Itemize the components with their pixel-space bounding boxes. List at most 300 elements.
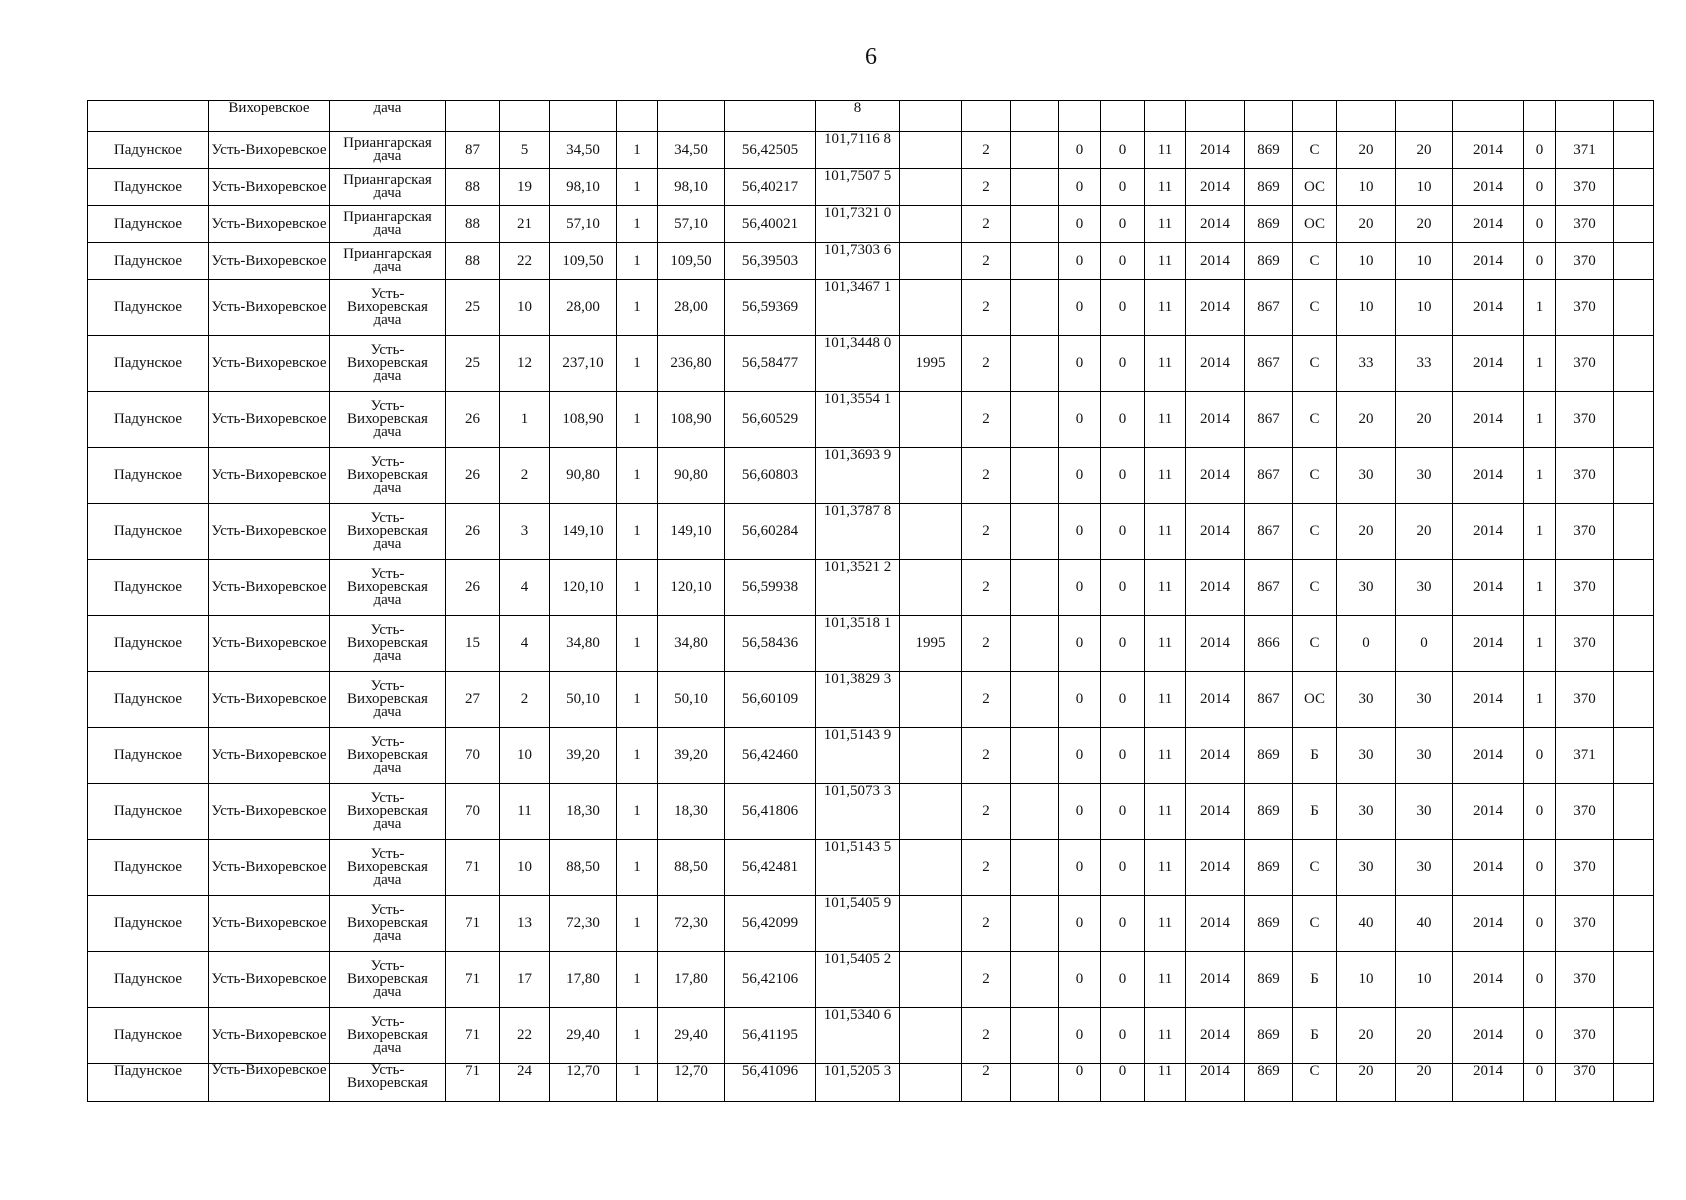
table-cell-empty	[1614, 896, 1654, 952]
cell-n: 1	[617, 1064, 658, 1102]
cell-district: Падунское	[88, 672, 209, 728]
table-cell-empty	[1614, 336, 1654, 392]
cell-n: 1	[617, 952, 658, 1008]
cell-c20: 20	[1337, 1008, 1396, 1064]
table-cell-empty	[1614, 504, 1654, 560]
cell-vydel: 4	[500, 616, 550, 672]
cell-n: 1	[617, 392, 658, 448]
cell-n: 1	[617, 169, 658, 206]
cell-c18: 867	[1245, 336, 1293, 392]
cell-c13	[1011, 392, 1059, 448]
cell-c19: ОС	[1293, 672, 1337, 728]
cell-district: Падунское	[88, 1064, 209, 1102]
cell-kvartal: 71	[446, 840, 500, 896]
cell-c15: 0	[1101, 392, 1145, 448]
cell-district: Падунское	[88, 1008, 209, 1064]
cell-c15: 0	[1101, 336, 1145, 392]
cell-c19: Б	[1293, 728, 1337, 784]
cell-kvartal: 71	[446, 1064, 500, 1102]
table-row	[88, 206, 1654, 243]
cell-c17: 2014	[1186, 728, 1245, 784]
cell-c18: 869	[1245, 840, 1293, 896]
table-cell-empty	[1614, 616, 1654, 672]
cell-kvartal: 88	[446, 243, 500, 280]
cell-district: Падунское	[88, 840, 209, 896]
cell-c13	[1011, 132, 1059, 169]
cell-c16: 11	[1145, 840, 1186, 896]
cell-c14: 0	[1059, 448, 1101, 504]
cell-c21: 30	[1396, 728, 1453, 784]
table-cell-empty	[1614, 206, 1654, 243]
cell-c19: Б	[1293, 1008, 1337, 1064]
cell-area2: 12,70	[658, 1064, 725, 1102]
cell-lat: 56,58477	[725, 336, 816, 392]
cell-c24: 370	[1556, 504, 1614, 560]
cell-c19: С	[1293, 840, 1337, 896]
cell-c24: 370	[1556, 560, 1614, 616]
cell-c17: 2014	[1186, 840, 1245, 896]
cell-c13	[1011, 728, 1059, 784]
cell-c20: 20	[1337, 132, 1396, 169]
cell-c16: 11	[1145, 336, 1186, 392]
cell-area: 28,00	[550, 280, 617, 336]
cell-c20: 30	[1337, 840, 1396, 896]
cell-area2: 18,30	[658, 784, 725, 840]
cell-forestry: Усть-Вихоревское	[209, 728, 330, 784]
cell-c14: 0	[1059, 280, 1101, 336]
table-row	[88, 504, 1654, 560]
cell-c16: 11	[1145, 616, 1186, 672]
cell-c20: 30	[1337, 672, 1396, 728]
cell-c19: С	[1293, 896, 1337, 952]
cell-lon: 101,5205 3	[816, 1064, 900, 1102]
cell-c13	[1011, 169, 1059, 206]
cell-c17: 2014	[1186, 132, 1245, 169]
table-cell	[900, 101, 962, 132]
cell-c20: 10	[1337, 169, 1396, 206]
cell-year	[900, 896, 962, 952]
table-cell	[658, 101, 725, 132]
cell-vydel: 4	[500, 560, 550, 616]
cell-c18: 869	[1245, 728, 1293, 784]
cell-vydel: 12	[500, 336, 550, 392]
table-row	[88, 169, 1654, 206]
cell-c12: 2	[962, 243, 1011, 280]
cell-c24: 370	[1556, 672, 1614, 728]
cell-c14: 0	[1059, 1008, 1101, 1064]
table-cell-empty	[1614, 392, 1654, 448]
cell-year	[900, 784, 962, 840]
cell-district: Падунское	[88, 243, 209, 280]
cell-c24: 370	[1556, 784, 1614, 840]
cell-year	[900, 243, 962, 280]
cell-c13	[1011, 1064, 1059, 1102]
cell-c22: 2014	[1453, 504, 1524, 560]
cell-c21: 30	[1396, 560, 1453, 616]
cell-c19: ОС	[1293, 206, 1337, 243]
cell-dacha: Усть-Вихоревская дача	[330, 448, 446, 504]
cell-c20: 10	[1337, 952, 1396, 1008]
cell-dacha: Приангарская дача	[330, 243, 446, 280]
cell-area2: 57,10	[658, 206, 725, 243]
cell-vydel: 10	[500, 728, 550, 784]
cell-dacha: Усть-Вихоревская дача	[330, 392, 446, 448]
cell-n: 1	[617, 448, 658, 504]
cell-c22: 2014	[1453, 952, 1524, 1008]
cell-lat: 56,41806	[725, 784, 816, 840]
cell-c15: 0	[1101, 896, 1145, 952]
cell-forestry: Усть-Вихоревское	[209, 896, 330, 952]
cell-kvartal: 25	[446, 336, 500, 392]
cell-area: 90,80	[550, 448, 617, 504]
table-cell	[550, 101, 617, 132]
cell-c19: С	[1293, 504, 1337, 560]
table-cell-empty	[1614, 243, 1654, 280]
cell-kvartal: 88	[446, 169, 500, 206]
cell-year	[900, 206, 962, 243]
cell-lat: 56,40217	[725, 169, 816, 206]
cell-year	[900, 169, 962, 206]
cell-dacha: Усть-Вихоревская дача	[330, 784, 446, 840]
cell-year	[900, 672, 962, 728]
cell-district: Падунское	[88, 896, 209, 952]
cell-c19: Б	[1293, 784, 1337, 840]
cell-n: 1	[617, 784, 658, 840]
cell-c24: 370	[1556, 616, 1614, 672]
cell-c18: 867	[1245, 672, 1293, 728]
cell-c16: 11	[1145, 280, 1186, 336]
cell-c19: С	[1293, 1064, 1337, 1102]
table-cell	[1145, 101, 1186, 132]
cell-c20: 20	[1337, 504, 1396, 560]
cell-lat: 56,60109	[725, 672, 816, 728]
cell-c17: 2014	[1186, 336, 1245, 392]
cell-lon: 101,7507 5	[816, 169, 900, 206]
cell-c13	[1011, 1008, 1059, 1064]
cell-forestry: Усть-Вихоревское	[209, 280, 330, 336]
table-row	[88, 896, 1654, 952]
cell-c23: 1	[1524, 336, 1556, 392]
cell-area2: 72,30	[658, 896, 725, 952]
cell-c23: 0	[1524, 243, 1556, 280]
cell-lat: 56,42481	[725, 840, 816, 896]
cell-lon: 101,3521 2	[816, 560, 900, 616]
cell-lon: 101,5405 2	[816, 952, 900, 1008]
table-cell	[446, 101, 500, 132]
cell-c22: 2014	[1453, 560, 1524, 616]
cell-area: 39,20	[550, 728, 617, 784]
cell-c21: 20	[1396, 392, 1453, 448]
cell-c17: 2014	[1186, 952, 1245, 1008]
cell-c14: 0	[1059, 169, 1101, 206]
cell-c24: 370	[1556, 1008, 1614, 1064]
cell-c22: 2014	[1453, 169, 1524, 206]
cell-n: 1	[617, 1008, 658, 1064]
cell-c22: 2014	[1453, 896, 1524, 952]
cell-c16: 11	[1145, 392, 1186, 448]
cell-area2: 108,90	[658, 392, 725, 448]
table-cell	[1059, 101, 1101, 132]
table-cell-empty	[1614, 1008, 1654, 1064]
cell-area2: 90,80	[658, 448, 725, 504]
cell-lat: 56,60284	[725, 504, 816, 560]
cell-area: 120,10	[550, 560, 617, 616]
cell-vydel: 3	[500, 504, 550, 560]
cell-c12: 2	[962, 952, 1011, 1008]
cell-n: 1	[617, 616, 658, 672]
cell-lon: 101,3554 1	[816, 392, 900, 448]
cell-vydel: 10	[500, 280, 550, 336]
cell-dacha: Приангарская дача	[330, 132, 446, 169]
cell-dacha: Приангарская дача	[330, 206, 446, 243]
cell-district: Падунское	[88, 392, 209, 448]
cell-n: 1	[617, 132, 658, 169]
cell-kvartal: 88	[446, 206, 500, 243]
cell-lon: 101,5143 9	[816, 728, 900, 784]
cell-c12: 2	[962, 896, 1011, 952]
cell-c24: 370	[1556, 243, 1614, 280]
cell-c13	[1011, 896, 1059, 952]
cell-c20: 30	[1337, 448, 1396, 504]
cell-lon: 101,7303 6	[816, 243, 900, 280]
table-cell: дача	[330, 101, 446, 132]
cell-c23: 0	[1524, 169, 1556, 206]
cell-district: Падунское	[88, 132, 209, 169]
cell-c22: 2014	[1453, 1064, 1524, 1102]
cell-vydel: 1	[500, 392, 550, 448]
cell-district: Падунское	[88, 560, 209, 616]
cell-c20: 0	[1337, 616, 1396, 672]
cell-forestry: Усть-Вихоревское	[209, 1064, 330, 1102]
cell-c14: 0	[1059, 784, 1101, 840]
cell-c12: 2	[962, 672, 1011, 728]
cell-area2: 34,80	[658, 616, 725, 672]
table-cell-empty	[1614, 728, 1654, 784]
cell-c16: 11	[1145, 132, 1186, 169]
table-row	[88, 784, 1654, 840]
table-cell	[1186, 101, 1245, 132]
cell-dacha: Усть-Вихоревская дача	[330, 504, 446, 560]
cell-c22: 2014	[1453, 784, 1524, 840]
cell-n: 1	[617, 728, 658, 784]
cell-district: Падунское	[88, 280, 209, 336]
cell-c13	[1011, 672, 1059, 728]
cell-area2: 34,50	[658, 132, 725, 169]
cell-area: 149,10	[550, 504, 617, 560]
table-row	[88, 560, 1654, 616]
cell-n: 1	[617, 672, 658, 728]
cell-c19: С	[1293, 243, 1337, 280]
cell-area: 98,10	[550, 169, 617, 206]
cell-c23: 1	[1524, 672, 1556, 728]
cell-c20: 33	[1337, 336, 1396, 392]
table-cell-empty	[1614, 169, 1654, 206]
cell-vydel: 22	[500, 243, 550, 280]
cell-area: 34,80	[550, 616, 617, 672]
cell-n: 1	[617, 243, 658, 280]
cell-dacha: Усть-Вихоревская дача	[330, 896, 446, 952]
cell-area2: 149,10	[658, 504, 725, 560]
cell-c17: 2014	[1186, 504, 1245, 560]
cell-c15: 0	[1101, 132, 1145, 169]
cell-c21: 10	[1396, 169, 1453, 206]
cell-lon: 101,3448 0	[816, 336, 900, 392]
cell-forestry: Усть-Вихоревское	[209, 952, 330, 1008]
table-cell-empty	[1614, 560, 1654, 616]
cell-c18: 869	[1245, 1008, 1293, 1064]
cell-c23: 0	[1524, 132, 1556, 169]
cell-year	[900, 132, 962, 169]
cell-area2: 109,50	[658, 243, 725, 280]
cell-c15: 0	[1101, 1064, 1145, 1102]
cell-c15: 0	[1101, 784, 1145, 840]
cell-c17: 2014	[1186, 616, 1245, 672]
cell-n: 1	[617, 896, 658, 952]
cell-c18: 867	[1245, 280, 1293, 336]
table-cell	[1337, 101, 1396, 132]
cell-c17: 2014	[1186, 392, 1245, 448]
cell-area: 18,30	[550, 784, 617, 840]
table-cell	[1101, 101, 1145, 132]
cell-c14: 0	[1059, 1064, 1101, 1102]
cell-c12: 2	[962, 728, 1011, 784]
cell-c14: 0	[1059, 616, 1101, 672]
cell-vydel: 24	[500, 1064, 550, 1102]
cell-area: 88,50	[550, 840, 617, 896]
cell-lon: 101,5405 9	[816, 896, 900, 952]
cell-c12: 2	[962, 392, 1011, 448]
cell-vydel: 17	[500, 952, 550, 1008]
cell-c18: 869	[1245, 132, 1293, 169]
cell-lon: 101,3467 1	[816, 280, 900, 336]
cell-c13	[1011, 336, 1059, 392]
table-cell-empty	[1614, 132, 1654, 169]
cell-c24: 370	[1556, 896, 1614, 952]
table-cell	[500, 101, 550, 132]
cell-n: 1	[617, 336, 658, 392]
table-cell	[1396, 101, 1453, 132]
table-row	[88, 1008, 1654, 1064]
cell-year	[900, 448, 962, 504]
cell-c22: 2014	[1453, 616, 1524, 672]
cell-forestry: Усть-Вихоревское	[209, 616, 330, 672]
cell-vydel: 21	[500, 206, 550, 243]
cell-c14: 0	[1059, 336, 1101, 392]
cell-lon: 101,3829 3	[816, 672, 900, 728]
page-number: 6	[865, 44, 877, 70]
cell-c17: 2014	[1186, 1064, 1245, 1102]
cell-c19: С	[1293, 132, 1337, 169]
cell-c16: 11	[1145, 896, 1186, 952]
cell-c24: 370	[1556, 1064, 1614, 1102]
cell-c22: 2014	[1453, 392, 1524, 448]
cell-c17: 2014	[1186, 206, 1245, 243]
table-row	[88, 840, 1654, 896]
cell-district: Падунское	[88, 952, 209, 1008]
cell-c24: 370	[1556, 840, 1614, 896]
cell-c21: 20	[1396, 1064, 1453, 1102]
cell-c20: 20	[1337, 1064, 1396, 1102]
table-row	[88, 132, 1654, 169]
cell-c16: 11	[1145, 728, 1186, 784]
cell-n: 1	[617, 560, 658, 616]
cell-c13	[1011, 952, 1059, 1008]
cell-kvartal: 70	[446, 728, 500, 784]
table-cell: 8	[816, 101, 900, 132]
table-cell	[617, 101, 658, 132]
cell-forestry: Усть-Вихоревское	[209, 132, 330, 169]
forest-data-table	[87, 100, 1654, 1102]
cell-year	[900, 728, 962, 784]
cell-c16: 11	[1145, 243, 1186, 280]
cell-c22: 2014	[1453, 336, 1524, 392]
cell-c21: 20	[1396, 1008, 1453, 1064]
cell-c16: 11	[1145, 504, 1186, 560]
cell-forestry: Усть-Вихоревское	[209, 784, 330, 840]
cell-lat: 56,58436	[725, 616, 816, 672]
cell-c12: 2	[962, 448, 1011, 504]
table-cell	[1011, 101, 1059, 132]
cell-c24: 370	[1556, 206, 1614, 243]
cell-c21: 30	[1396, 784, 1453, 840]
table-cell-empty	[1614, 280, 1654, 336]
cell-dacha: Усть-Вихоревская дача	[330, 840, 446, 896]
cell-district: Падунское	[88, 206, 209, 243]
cell-c23: 0	[1524, 840, 1556, 896]
table-cell	[962, 101, 1011, 132]
table-cell	[1245, 101, 1293, 132]
cell-c12: 2	[962, 504, 1011, 560]
cell-c24: 370	[1556, 336, 1614, 392]
cell-year	[900, 392, 962, 448]
cell-c22: 2014	[1453, 728, 1524, 784]
cell-c20: 20	[1337, 392, 1396, 448]
cell-c22: 2014	[1453, 280, 1524, 336]
cell-area2: 50,10	[658, 672, 725, 728]
cell-year	[900, 952, 962, 1008]
cell-kvartal: 71	[446, 896, 500, 952]
cell-district: Падунское	[88, 169, 209, 206]
cell-c13	[1011, 560, 1059, 616]
cell-vydel: 2	[500, 672, 550, 728]
cell-lat: 56,42099	[725, 896, 816, 952]
cell-c20: 30	[1337, 560, 1396, 616]
cell-area2: 98,10	[658, 169, 725, 206]
cell-kvartal: 26	[446, 392, 500, 448]
cell-c14: 0	[1059, 952, 1101, 1008]
cell-n: 1	[617, 504, 658, 560]
cell-c19: ОС	[1293, 169, 1337, 206]
cell-year	[900, 280, 962, 336]
cell-n: 1	[617, 840, 658, 896]
cell-c16: 11	[1145, 952, 1186, 1008]
cell-c13	[1011, 243, 1059, 280]
cell-c12: 2	[962, 840, 1011, 896]
cell-vydel: 19	[500, 169, 550, 206]
cell-c23: 0	[1524, 206, 1556, 243]
cell-c18: 866	[1245, 616, 1293, 672]
cell-c14: 0	[1059, 672, 1101, 728]
cell-c17: 2014	[1186, 784, 1245, 840]
cell-c14: 0	[1059, 206, 1101, 243]
cell-c21: 30	[1396, 672, 1453, 728]
cell-kvartal: 26	[446, 560, 500, 616]
cell-area2: 17,80	[658, 952, 725, 1008]
cell-c15: 0	[1101, 560, 1145, 616]
table-row	[88, 101, 1654, 132]
table-cell: Вихоревское	[209, 101, 330, 132]
cell-c15: 0	[1101, 1008, 1145, 1064]
